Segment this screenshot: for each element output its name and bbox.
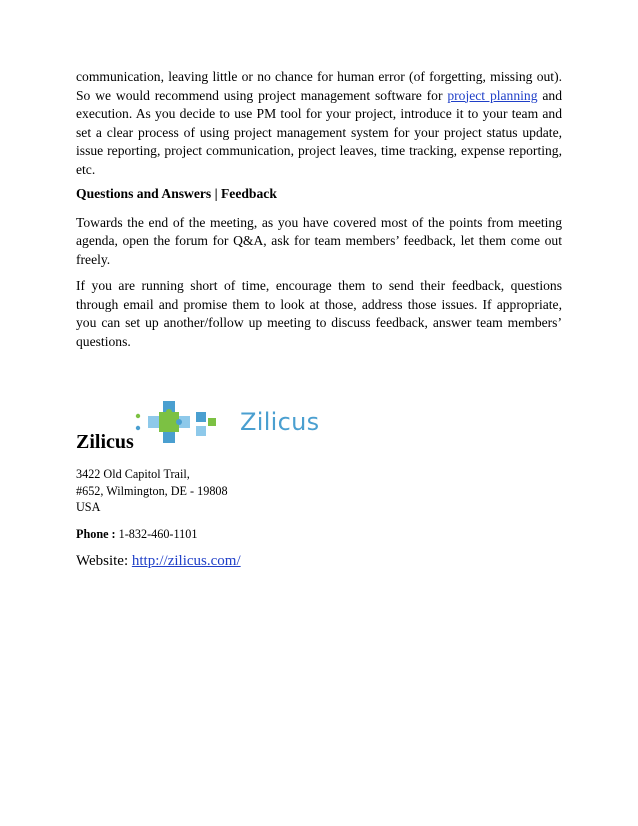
section-heading: Questions and Answers | Feedback bbox=[76, 186, 277, 201]
paragraph-text-before-link: communication, leaving little or no chance for human error (of forgetting, missing out). So we would recommend using project management software for bbox=[76, 69, 562, 103]
project-planning-link[interactable]: project planning bbox=[447, 87, 538, 103]
paragraph-short-of-time: If you are running short of time, encourage them to send their feedback, questions through email and promise them to look at those, address those issues. If appropriate, you can set up another/follow up meeting to discuss feedback, answer team members’ questions. bbox=[76, 278, 562, 349]
website-label: Website: bbox=[76, 553, 129, 569]
address-line-1: 3422 Old Capitol Trail, bbox=[76, 467, 190, 481]
address-line-2: #652, Wilmington, DE - 19808 bbox=[76, 483, 228, 498]
paragraph-text-after-link: and execution. As you decide to use PM tool for your project, introduce it to your team and set a clear process of using project management system for your project status update, issue reporting, project communication, project leaves, time tracking, expense reporting, etc. bbox=[76, 87, 562, 177]
logo-wordmark: Zilicus bbox=[240, 408, 320, 436]
company-phone bbox=[76, 526, 197, 543]
document-body bbox=[76, 68, 562, 351]
puzzle-logo-icon bbox=[148, 401, 190, 443]
address-line-3: USA bbox=[76, 500, 101, 514]
company-address bbox=[76, 466, 228, 516]
phone-number: 1-832-460-1101 bbox=[118, 527, 198, 541]
zilicus-logo bbox=[134, 396, 344, 446]
website-link[interactable]: http://zilicus.com/ bbox=[131, 553, 241, 569]
company-website bbox=[76, 552, 241, 571]
phone-label: Phone : bbox=[76, 527, 116, 541]
company-name: Zilicus bbox=[76, 431, 134, 453]
logo-dots-icon bbox=[134, 410, 146, 434]
logo-side-pieces-icon bbox=[196, 410, 236, 440]
paragraph-end-of-meeting: Towards the end of the meeting, as you have covered most of the points from meeting agenda, open the forum for Q&A, ask for team members’ feedback, let them come out freely. bbox=[76, 214, 562, 267]
paragraph-pm-software bbox=[76, 68, 562, 179]
